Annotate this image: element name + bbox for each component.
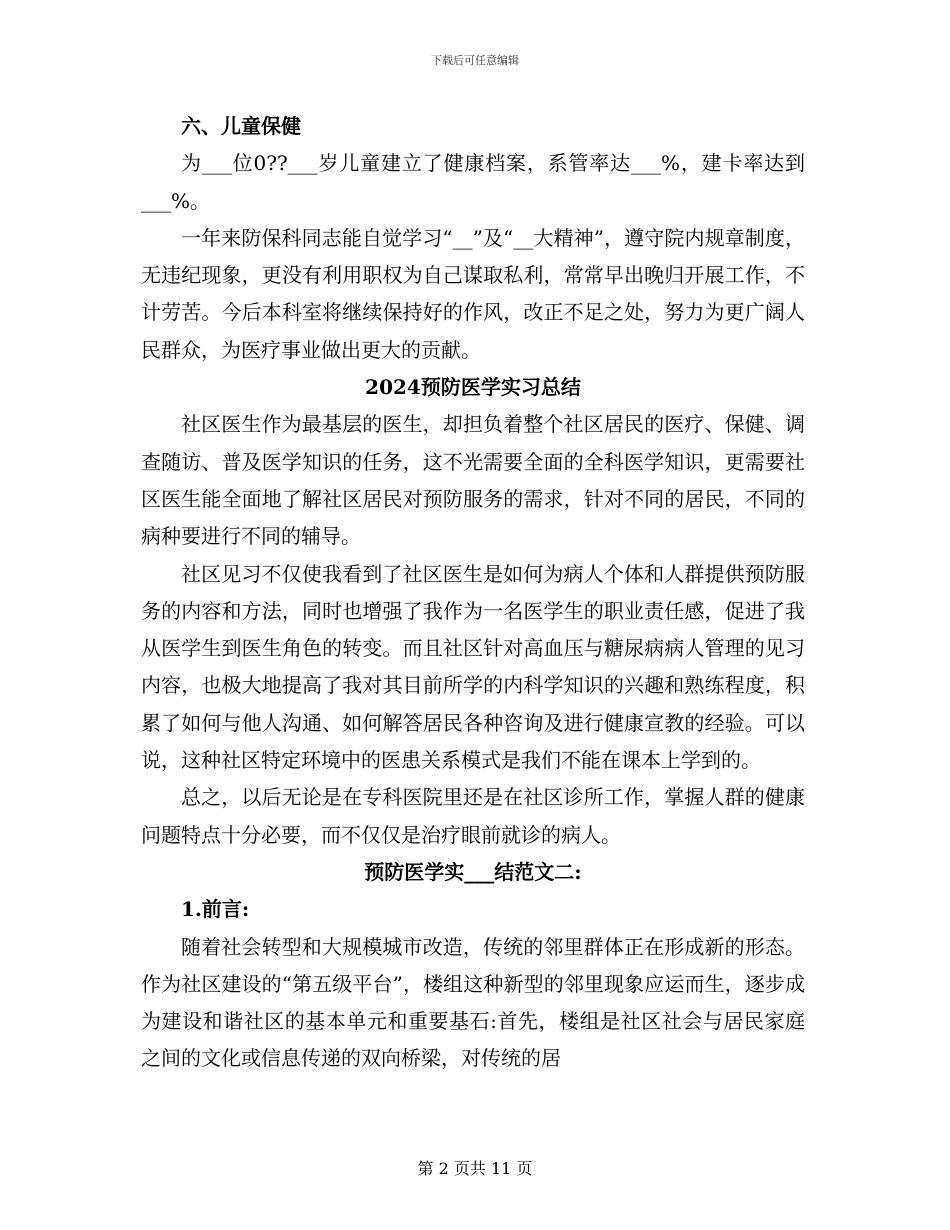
article-title: 2024预防医学实习总结: [365, 375, 581, 400]
paragraph: 社区见习不仅使我看到了社区医生是如何为病人个体和人群提供预防服务的内容和方法，同时也增强了我作为一名医学生的职业责任感，促进了我从医学生到医生角色的转变。而且社区针对高血压与糖尿病病人管理的见习内容，也极大地提高了我对其目前所学的内科学知识的兴趣和熟练程度，积累了如何与他人沟通、如何解答居民各种咨询及进行健康宣教的经验。可以说，这种社区特定环境中的医患关系模式是我们不能在课本上学到的。: [141, 561, 805, 773]
document-body: [141, 108, 805, 1078]
section-heading-preface: 1.前言:: [181, 897, 250, 922]
paragraph: 总之，以后无论是在专科医院里还是在社区诊所工作，掌握人群的健康问题特点十分必要，而不仅仅是治疗眼前就诊的病人。: [141, 785, 805, 847]
paragraph: 一年来防保科同志能自觉学习“__”及“__大精神”，遵守院内规章制度，无违纪现象，更没有利用职权为自己谋取私利，常常早出晚归开展工作，不计劳苦。今后本科室将继续保持好的作风，改正不足之处，努力为更广阔人民群众，为医疗事业做出更大的贡献。: [141, 225, 805, 362]
paragraph: 社区医生作为最基层的医生，却担负着整个社区居民的医疗、保健、调查随访、普及医学知识的任务，这不光需要全面的全科医学知识，更需要社区医生能全面地了解社区居民对预防服务的需求，针对不同的居民，不同的病种要进行不同的辅导。: [141, 412, 805, 549]
article-title: 预防医学实___结范文二:: [364, 859, 582, 884]
page-header: 下载后可任意编辑: [431, 54, 519, 67]
page-footer: 第 2 页共 11 页: [417, 1159, 533, 1178]
paragraph: 随着社会转型和大规模城市改造，传统的邻里群体正在形成新的形态。作为社区建设的“第五级平台”，楼组这种新型的邻里现象应运而生，逐步成为建设和谐社区的基本单元和重要基石:首先，楼组是社区社会与居民家庭之间的文化或信息传递的双向桥梁，对传统的居: [141, 934, 805, 1071]
section-heading-child-health: 六、儿童保健: [181, 114, 301, 138]
paragraph: 为___位0??___岁儿童建立了健康档案，系管率达___%，建卡率达到___%。: [141, 151, 805, 213]
